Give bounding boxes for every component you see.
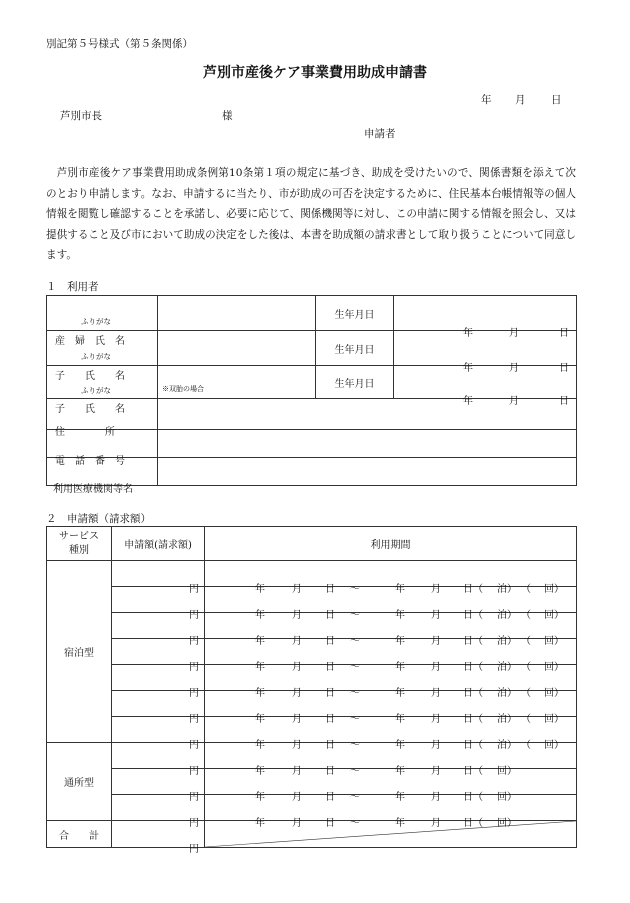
amount-header: 申請額(請求額) [112,527,205,561]
type-day-label: 通所型 [47,743,112,821]
amount-field[interactable] [112,561,205,595]
period-field[interactable]: 年 月 日 〜 年 月 日 （ 泊） （ 回） [205,639,577,665]
child-name-field[interactable] [158,331,316,366]
period-field[interactable]: 年 月 日 〜 年 月 日 （ 回） [205,769,577,795]
page-title: 芦別市産後ケア事業費用助成申請書 [203,65,427,81]
period-field[interactable]: 年 月 日 〜 年 月 日 （ 回） [205,743,577,769]
section2-heading: ２ 申請額（請求額） [46,513,151,525]
yen-unit: 円 [189,765,199,777]
phone-label: 電 話 番 号 [47,430,158,458]
yen-unit: 円 [189,791,199,803]
date-day: 日 [551,94,562,106]
twin-child-name-label: ふりがな 子 氏 名 [47,366,158,399]
yen-unit: 円 [189,635,199,647]
mother-birthdate-field[interactable]: 年 月 日 [394,296,577,331]
yen-unit: 円 [189,583,199,595]
twin-child-name-field[interactable] [158,366,316,399]
section1-heading: １ 利用者 [46,281,99,293]
period-field[interactable]: 年 月 日 〜 年 月 日 （ 泊） （ 回） [205,717,577,743]
yen-unit: 円 [189,817,199,829]
facility-field[interactable] [158,458,577,486]
type-stay-label: 宿泊型 [47,561,112,743]
user-table [46,295,577,495]
yen-unit: 円 [189,844,199,855]
table-row [47,561,577,587]
total-label: 合 計 [47,821,112,848]
addressee: 芦別市長 [60,110,102,122]
yen-unit: 円 [189,739,199,751]
date-year: 年 [481,94,492,106]
period-header: 利用期間 [205,527,577,561]
period-field[interactable]: 年 月 日 〜 年 月 日 （ 泊） （ 回） [205,613,577,639]
facility-label: 利用医療機関等名 [47,458,158,486]
period-field[interactable]: 年 月 日 〜 年 月 日 （ 泊） （ 回） [205,691,577,717]
applicant-label: 申請者 [364,128,396,140]
service-type-header: サービス 種別 [47,527,112,561]
yen-unit: 円 [189,661,199,673]
child-birthdate-field[interactable]: 年 月 日 [394,331,577,366]
child-birthdate-label: 生年月日 [316,331,394,366]
period-field[interactable]: 年 月 日 〜 年 月 日 （ 回） [205,795,577,821]
yen-unit: 円 [189,687,199,699]
yen-unit: 円 [189,609,199,621]
yen-unit: 円 [189,713,199,725]
mother-name-label: ふりがな 産 婦 氏 名 [47,296,158,331]
mother-birthdate-label: 生年月日 [316,296,394,331]
mother-name-field[interactable] [158,296,316,331]
twin-note: ※双胎の場合 [162,385,204,393]
address-label: 住 所 [47,399,158,430]
period-field[interactable]: 年 月 日 〜 年 月 日 （ 泊） （ 回） [205,665,577,691]
form-number: 別記第５号様式（第５条関係） [46,38,193,50]
twin-birthdate-label: 生年月日 [316,366,394,399]
honorific: 様 [222,110,233,122]
period-field[interactable]: 年 月 日 〜 年 月 日 （ 泊） （ 回） [205,561,577,587]
date-month: 月 [515,94,526,106]
twin-birthdate-field[interactable]: 年 月 日 [394,366,577,399]
phone-field[interactable] [158,430,577,458]
amount-table [46,526,577,855]
declaration-text: 芦別市産後ケア事業費用助成条例第10条第１項の規定に基づき、助成を受けたいので、関係書類を添えて次のとおり申請します。なお、申請するに当たり、市が助成の可否を決定するために、住民基本台帳情報等の個人情報を閲覧し確認することを承諾し、必要に応じて、関係機関等に対し、この申請に関する情報を照会し、又は提供すること及び市において助成の決定をした後は、本書を助成額の請求書として取り扱うことについて同意します。 [46,167,576,261]
child-name-label: ふりがな 子 氏 名 [47,331,158,366]
period-field[interactable]: 年 月 日 〜 年 月 日 （ 泊） （ 回） [205,587,577,613]
